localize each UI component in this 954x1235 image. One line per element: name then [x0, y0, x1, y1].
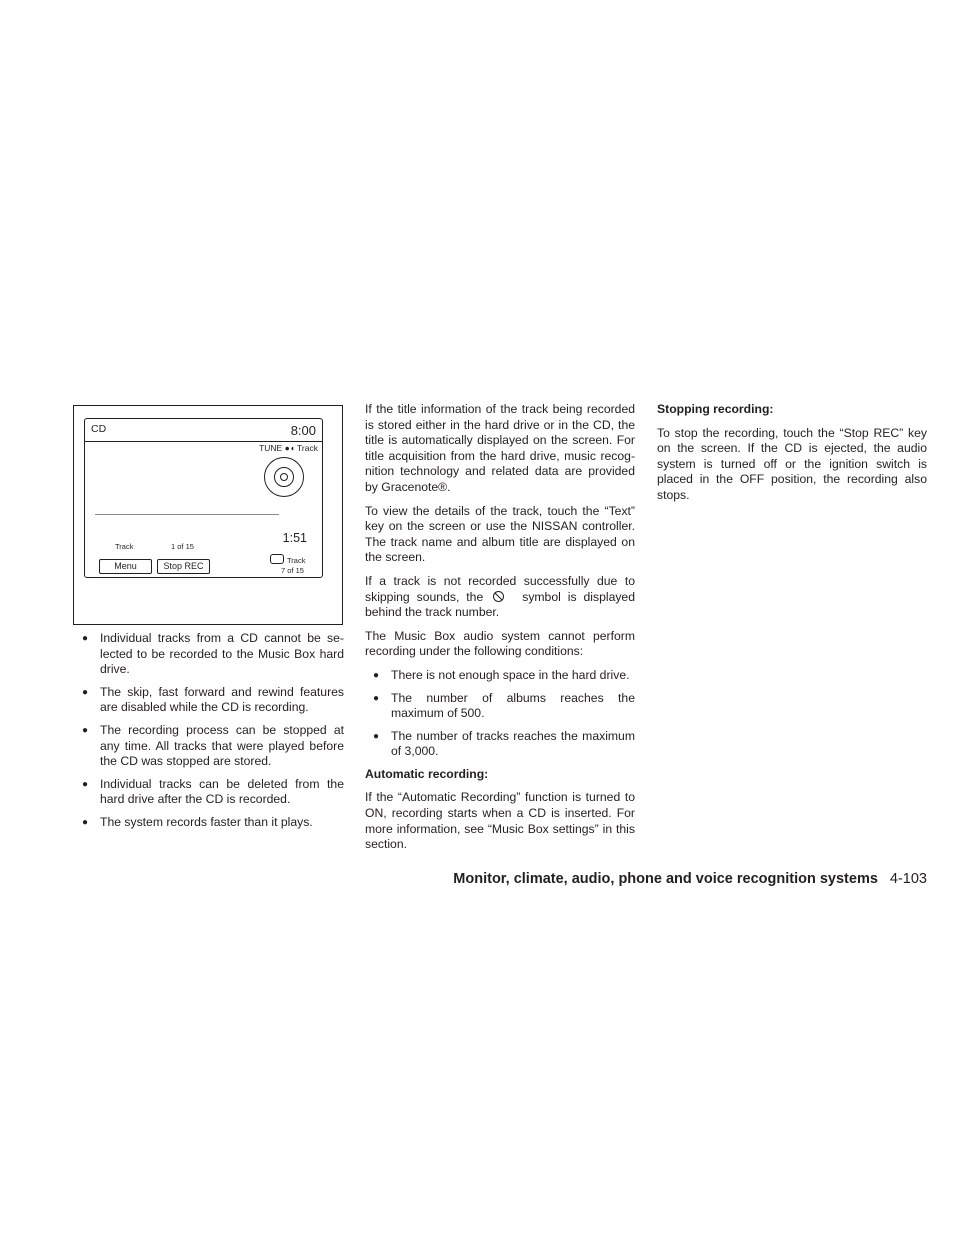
recording-track-label: Track [287, 556, 306, 565]
clock: 8:00 [290, 423, 316, 438]
bullet-icon: ● [373, 669, 380, 681]
track-label: Track [115, 542, 134, 551]
list-item: ● Individual tracks can be deleted from the hard drive after the CD is recorded. [82, 776, 344, 807]
source-label: CD [91, 423, 107, 435]
list-item: ● The number of albums reaches the maximum of 500. [373, 690, 635, 721]
cd-disc-icon [264, 457, 304, 497]
heading-stopping-recording: Stopping recording: [657, 402, 774, 416]
bullet-icon: ● [82, 778, 89, 790]
paragraph-title-info: If the title information of the track being recorded is stored either in the hard drive or in the CD, the title is automatically displayed on the screen. For title acquisition from the hard drive, music recog-nition technology and related data are provided by Gracenote®. [365, 402, 635, 494]
recording-notes-list [74, 631, 344, 831]
header-divider [85, 441, 322, 442]
heading-automatic-recording: Automatic recording: [365, 766, 489, 781]
recording-track-count: 7 of 15 [281, 566, 304, 575]
column-right [657, 402, 927, 512]
bullet-icon: ● [373, 692, 380, 704]
list-item: ● There is not enough space in the hard drive. [373, 667, 630, 682]
record-icon [270, 554, 284, 564]
bullet-icon: ● [82, 633, 89, 644]
column-left [74, 631, 344, 838]
tune-track-indicator: TUNE ●◖ Track [259, 443, 318, 453]
list-item: ● The number of tracks reaches the maximum of 3,000. [373, 728, 635, 759]
list-item: ● The system records faster than it plays. [82, 814, 313, 829]
bullet-icon: ● [82, 816, 89, 828]
section-title: Monitor, climate, audio, phone and voice recognition systems [453, 871, 878, 887]
page-footer [400, 871, 927, 887]
audio-display-screen [84, 418, 323, 578]
list-item: ● The recording process can be stopped at any time. All tracks that were played before the CD was stopped are stored. [82, 722, 344, 769]
list-item: ● The skip, fast forward and rewind features are disabled while the CD is recording. [82, 684, 344, 715]
paragraph-skip-symbol: If a track is not recorded successfully due to skipping sounds, the symbol is displayed behind the track number. [365, 573, 635, 620]
conditions-list [365, 668, 635, 760]
list-item: ● Individual tracks from a CD cannot be se-lected to be recorded to the Music Box hard drive. [82, 631, 344, 677]
paragraph-view-details: To view the details of the track, touch the “Text” key on the screen or use the NISSAN controller. The track name and album title are displayed on the screen. [365, 503, 635, 565]
column-middle [365, 402, 635, 861]
bullet-icon: ● [373, 730, 380, 742]
prohibited-circle-icon [493, 591, 504, 602]
page-number: 4-103 [889, 871, 927, 887]
progress-line [95, 514, 279, 515]
stop-rec-button[interactable]: Stop REC [157, 559, 210, 574]
bullet-icon: ● [82, 686, 89, 698]
track-count: 1 of 15 [171, 542, 194, 551]
bullet-icon: ● [82, 724, 89, 736]
menu-button[interactable]: Menu [99, 559, 152, 574]
cd-recording-screen-figure [73, 405, 343, 625]
paragraph-stopping-recording: To stop the recording, touch the “Stop REC” key on the screen. If the CD is ejected, the audio system is turned off or the ignition switch is placed in the OFF position, the recording also stops. [657, 425, 927, 502]
paragraph-conditions: The Music Box audio system cannot perform recording under the following conditions: [365, 628, 635, 659]
elapsed-time: 1:51 [282, 531, 307, 545]
paragraph-automatic-recording: If the “Automatic Recording” function is turned to ON, recording starts when a CD is inserted. For more information, see “Music Box settings” in this section. [365, 790, 635, 852]
